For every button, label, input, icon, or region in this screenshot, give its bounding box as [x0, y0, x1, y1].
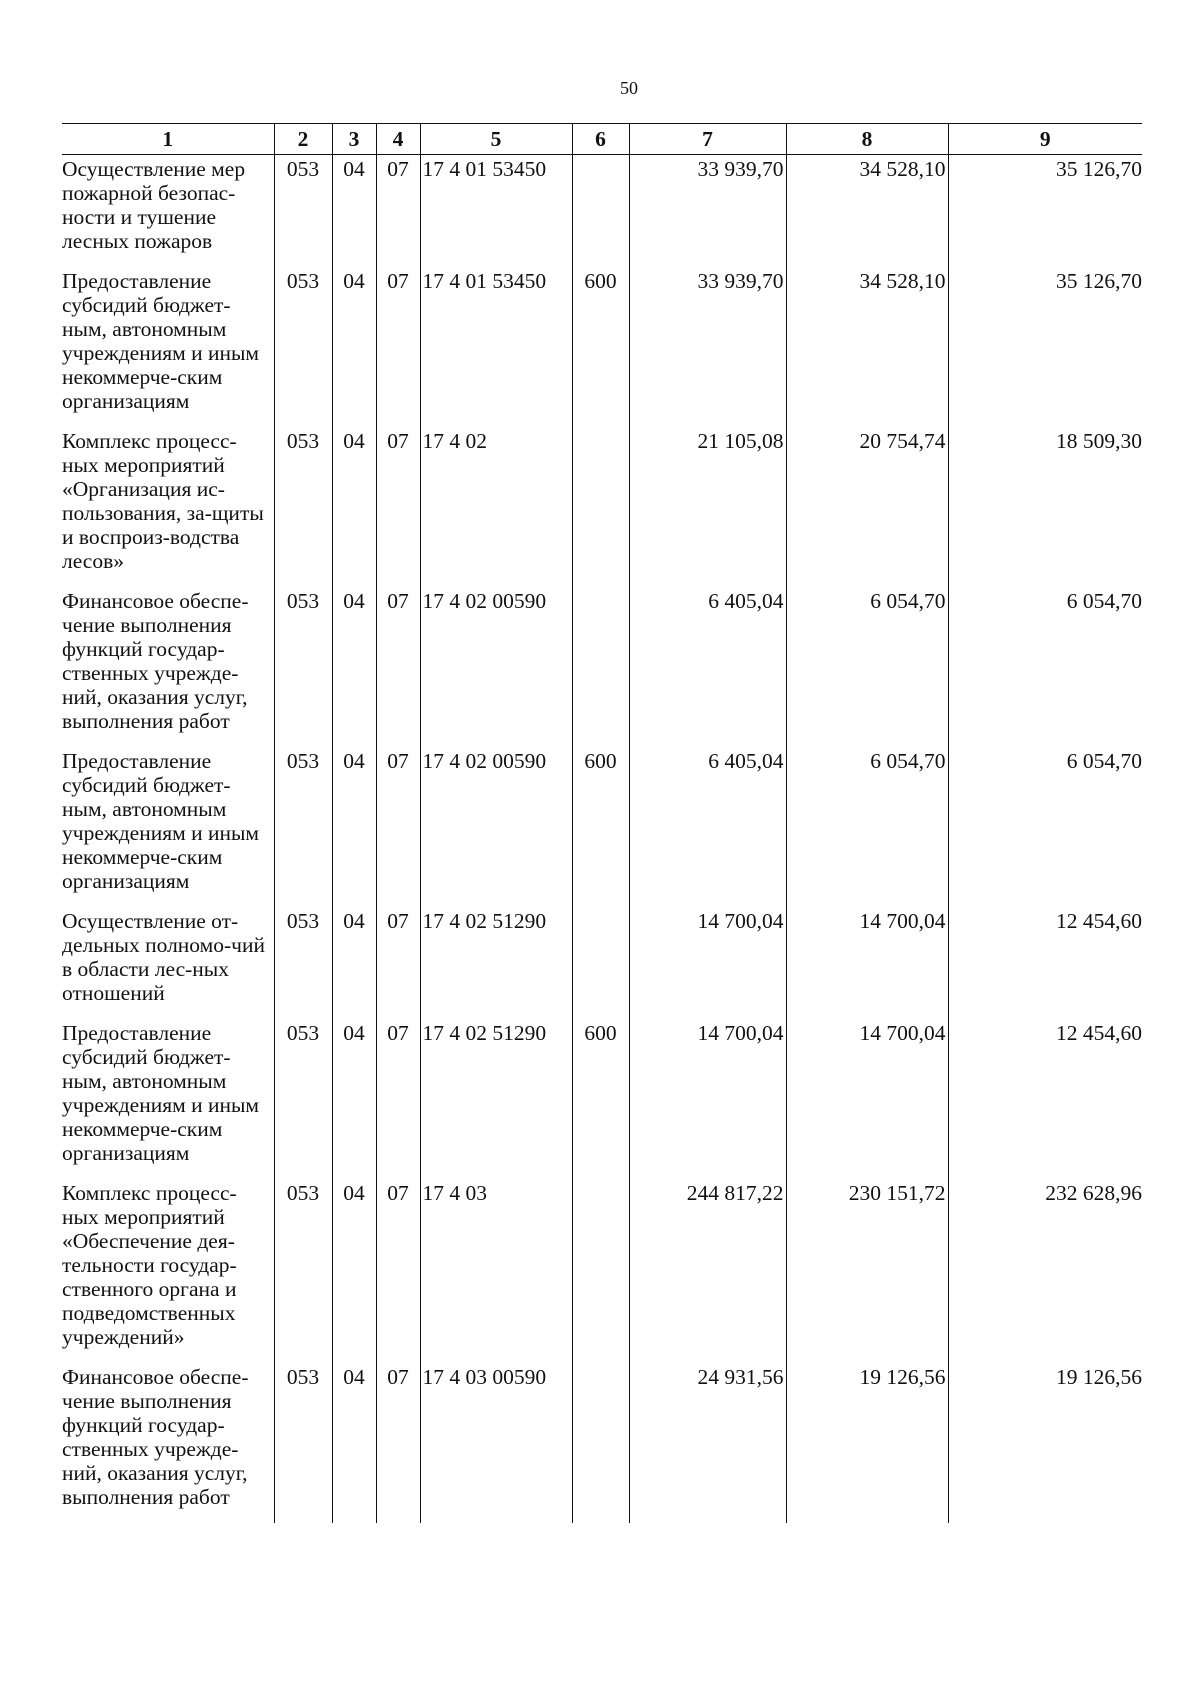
cell-code: 053 [274, 155, 332, 268]
cell-amount-col8: 14 700,04 [786, 907, 948, 1019]
cell-amount-col9: 35 126,70 [948, 267, 1142, 427]
cell-subsection: 07 [376, 267, 420, 427]
cell-expense-type [572, 1363, 629, 1523]
column-header: 9 [948, 124, 1142, 155]
budget-table-wrapper [62, 123, 1142, 1523]
cell-section: 04 [332, 267, 376, 427]
cell-code: 053 [274, 267, 332, 427]
column-header: 2 [274, 124, 332, 155]
cell-amount-col9: 232 628,96 [948, 1179, 1142, 1363]
cell-expense-type [572, 907, 629, 1019]
cell-target: 17 4 02 00590 [420, 587, 572, 747]
cell-amount-col9: 6 054,70 [948, 587, 1142, 747]
cell-subsection: 07 [376, 1179, 420, 1363]
table-row [62, 1363, 1142, 1523]
row-name: Комплекс процесс-ных мероприятий «Обеспечение дея-тельности государ-ственного органа и подведомственных учреждений» [62, 1181, 237, 1349]
row-name: Комплекс процесс-ных мероприятий «Организация ис-пользования, за-щиты и воспроиз-водства лесов» [62, 429, 264, 573]
cell-amount-col7: 6 405,04 [629, 587, 786, 747]
cell-expense-type: 600 [572, 1019, 629, 1179]
cell-subsection: 07 [376, 747, 420, 907]
cell-amount-col8: 6 054,70 [786, 587, 948, 747]
row-name: Предоставление субсидий бюджет-ным, автономным учреждениям и иным некоммерче-ским организациям [62, 269, 260, 413]
column-header: 5 [420, 124, 572, 155]
row-name: Финансовое обеспе-чение выполнения функций государ-ственных учрежде-ний, оказания услуг, выполнения работ [62, 1365, 249, 1509]
cell-amount-col8: 6 054,70 [786, 747, 948, 907]
cell-subsection: 07 [376, 427, 420, 587]
cell-code: 053 [274, 1019, 332, 1179]
table-row [62, 587, 1142, 747]
cell-amount-col9: 12 454,60 [948, 907, 1142, 1019]
cell-amount-col8: 34 528,10 [786, 267, 948, 427]
cell-expense-type: 600 [572, 267, 629, 427]
cell-target: 17 4 02 51290 [420, 1019, 572, 1179]
cell-code: 053 [274, 907, 332, 1019]
table-row [62, 1179, 1142, 1363]
cell-amount-col7: 244 817,22 [629, 1179, 786, 1363]
cell-target: 17 4 01 53450 [420, 267, 572, 427]
cell-amount-col8: 230 151,72 [786, 1179, 948, 1363]
cell-section: 04 [332, 1363, 376, 1523]
cell-target: 17 4 02 51290 [420, 907, 572, 1019]
cell-expense-type: 600 [572, 747, 629, 907]
table-row [62, 1019, 1142, 1179]
page-number: 50 [620, 78, 638, 98]
cell-amount-col7: 14 700,04 [629, 1019, 786, 1179]
cell-subsection: 07 [376, 587, 420, 747]
cell-expense-type [572, 155, 629, 268]
cell-subsection: 07 [376, 907, 420, 1019]
cell-amount-col7: 24 931,56 [629, 1363, 786, 1523]
cell-section: 04 [332, 1179, 376, 1363]
cell-code: 053 [274, 427, 332, 587]
column-header: 8 [786, 124, 948, 155]
cell-code: 053 [274, 587, 332, 747]
cell-expense-type [572, 427, 629, 587]
cell-amount-col7: 33 939,70 [629, 155, 786, 268]
row-name: Предоставление субсидий бюджет-ным, автономным учреждениям и иным некоммерче-ским организациям [62, 1021, 260, 1165]
column-header: 3 [332, 124, 376, 155]
cell-target: 17 4 03 [420, 1179, 572, 1363]
column-header: 6 [572, 124, 629, 155]
cell-expense-type [572, 587, 629, 747]
cell-amount-col7: 33 939,70 [629, 267, 786, 427]
cell-section: 04 [332, 587, 376, 747]
cell-section: 04 [332, 1019, 376, 1179]
cell-section: 04 [332, 155, 376, 268]
header-row [62, 124, 1142, 155]
table-row [62, 907, 1142, 1019]
cell-amount-col9: 18 509,30 [948, 427, 1142, 587]
cell-amount-col7: 21 105,08 [629, 427, 786, 587]
cell-code: 053 [274, 747, 332, 907]
cell-amount-col8: 19 126,56 [786, 1363, 948, 1523]
table-row [62, 747, 1142, 907]
cell-target: 17 4 02 [420, 427, 572, 587]
column-header: 4 [376, 124, 420, 155]
row-name: Осуществление мер пожарной безопас-ности и тушение лесных пожаров [62, 157, 246, 253]
cell-amount-col8: 20 754,74 [786, 427, 948, 587]
table-row [62, 427, 1142, 587]
cell-target: 17 4 01 53450 [420, 155, 572, 268]
row-name: Финансовое обеспе-чение выполнения функций государ-ственных учрежде-ний, оказания услуг, выполнения работ [62, 589, 249, 733]
cell-section: 04 [332, 907, 376, 1019]
table-row [62, 267, 1142, 427]
cell-amount-col9: 19 126,56 [948, 1363, 1142, 1523]
cell-target: 17 4 03 00590 [420, 1363, 572, 1523]
row-name: Осуществление от-дельных полномо-чий в области лес-ных отношений [62, 909, 265, 1005]
cell-subsection: 07 [376, 155, 420, 268]
row-name: Предоставление субсидий бюджет-ным, автономным учреждениям и иным некоммерче-ским организациям [62, 749, 260, 893]
cell-amount-col9: 6 054,70 [948, 747, 1142, 907]
cell-section: 04 [332, 427, 376, 587]
cell-amount-col9: 35 126,70 [948, 155, 1142, 268]
column-header: 1 [62, 124, 274, 155]
cell-amount-col8: 34 528,10 [786, 155, 948, 268]
cell-subsection: 07 [376, 1363, 420, 1523]
cell-subsection: 07 [376, 1019, 420, 1179]
cell-target: 17 4 02 00590 [420, 747, 572, 907]
cell-expense-type [572, 1179, 629, 1363]
cell-code: 053 [274, 1179, 332, 1363]
cell-amount-col7: 6 405,04 [629, 747, 786, 907]
column-header: 7 [629, 124, 786, 155]
budget-table [62, 123, 1142, 1523]
cell-amount-col9: 12 454,60 [948, 1019, 1142, 1179]
cell-section: 04 [332, 747, 376, 907]
table-row [62, 155, 1142, 268]
cell-code: 053 [274, 1363, 332, 1523]
cell-amount-col8: 14 700,04 [786, 1019, 948, 1179]
cell-amount-col7: 14 700,04 [629, 907, 786, 1019]
